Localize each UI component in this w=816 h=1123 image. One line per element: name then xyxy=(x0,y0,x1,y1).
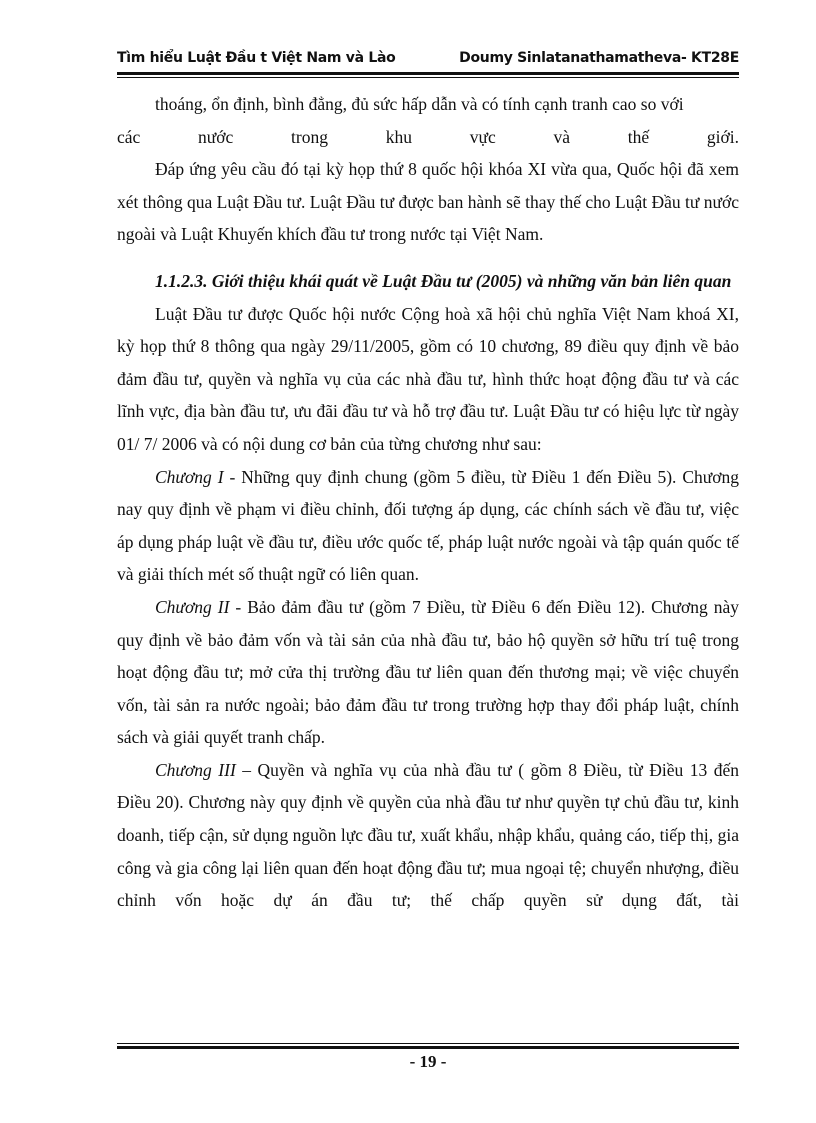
header-rule-thick xyxy=(117,72,739,75)
header-title: Tìm hiểu Luật Đầu t Việt Nam và Lào xyxy=(117,50,396,66)
document-body xyxy=(117,88,739,917)
chapter-1-label: Chương I xyxy=(155,466,224,487)
page-number: - 19 - xyxy=(409,1052,447,1071)
paragraph-1: thoáng, ổn định, bình đẳng, đủ sức hấp dẫn và có tính cạnh tranh cao so với xyxy=(155,94,684,114)
header-author: Doumy Sinlatanathamatheva- KT28E xyxy=(459,50,739,66)
chapter-3-paragraph xyxy=(117,754,739,917)
header-rule-thin xyxy=(117,77,739,78)
chapter-2-label: Chương II xyxy=(155,596,230,617)
chapter-3-label: Chương III xyxy=(155,759,236,780)
footer-rule-thin xyxy=(117,1043,739,1044)
chapter-2-text: - Bảo đảm đầu tư (gồm 7 Điều, từ Điều 6 đến Điều 12). Chương này quy định về bảo đảm vốn và tài sản của nhà đầu tư, bảo hộ quyền sở hữu trí tuệ trong hoạt động đầu tư; mở cửa thị trường đầu tư liên quan đến thương mại; về việc chuyển vốn, tài sản ra nước ngoài; bảo đảm đầu tư trong trường hợp thay đổi pháp luật, chính sách và giải quyết tranh chấp. xyxy=(117,596,740,748)
chapter-3-text: – Quyền và nghĩa vụ của nhà đầu tư ( gồm 8 Điều, từ Điều 13 đến Điều 20). Chương này quy định về quyền của nhà đầu tư như quyền tự chủ đầu tư, kinh doanh, tiếp cận, sử dụng nguồn lực đầu tư, xuất khẩu, nhập khẩu, quảng cáo, tiếp thị, gia công và gia công lại liên quan đến hoạt động đầu tư; mua ngoại tệ; chuyển nhượng, điều chỉnh vốn hoặc dự án đầu tư; thế chấp quyền sử dụng đất, tài xyxy=(117,759,739,911)
chapter-2-paragraph xyxy=(117,591,739,754)
chapter-1-paragraph xyxy=(117,461,739,591)
footer-rule-thick xyxy=(117,1046,739,1049)
paragraph-2: Đáp ứng yêu cầu đó tại kỳ họp thứ 8 quốc hội khóa XI vừa qua, Quốc hội đã xem xét thông qua Luật Đầu tư. Luật Đầu tư được ban hành sẽ thay thế cho Luật Đầu tư nước ngoài và Luật Khuyến khích đầu tư trong nước tại Việt Nam. xyxy=(117,159,739,245)
page-header xyxy=(117,48,739,72)
section-heading: 1.1.2.3. Giới thiệu khái quát về Luật Đầu tư (2005) và những văn bản liên quan xyxy=(155,270,732,291)
paragraph-3: Luật Đầu tư được Quốc hội nước Cộng hoà xã hội chủ nghĩa Việt Nam khoá XI, kỳ họp thứ 8 thông qua ngày 29/11/2005, gồm có 10 chương, 89 điều quy định về bảo đảm đầu tư, quyền và nghĩa vụ của các nhà đầu tư, hình thức hoạt động đầu tư và các lĩnh vực, địa bàn đầu tư, ưu đãi đầu tư và hỗ trợ đầu tư. Luật Đầu tư có hiệu lực từ ngày 01/ 7/ 2006 và có nội dung cơ bản của từng chương như sau: xyxy=(117,303,739,454)
chapter-1-text: - Những quy định chung (gồm 5 điều, từ Điều 1 đến Điều 5). Chương nay quy định về phạm vi điều chỉnh, đối tượng áp dụng, các chính sách về đầu tư, việc áp dụng pháp luật về đầu tư, điều ước quốc tế, pháp luật nước ngoài và tập quán quốc tế và giải thích mét số thuật ngữ có liên quan. xyxy=(117,466,739,585)
paragraph-1-end: các nước trong khu vực và thế giới. xyxy=(117,126,739,147)
